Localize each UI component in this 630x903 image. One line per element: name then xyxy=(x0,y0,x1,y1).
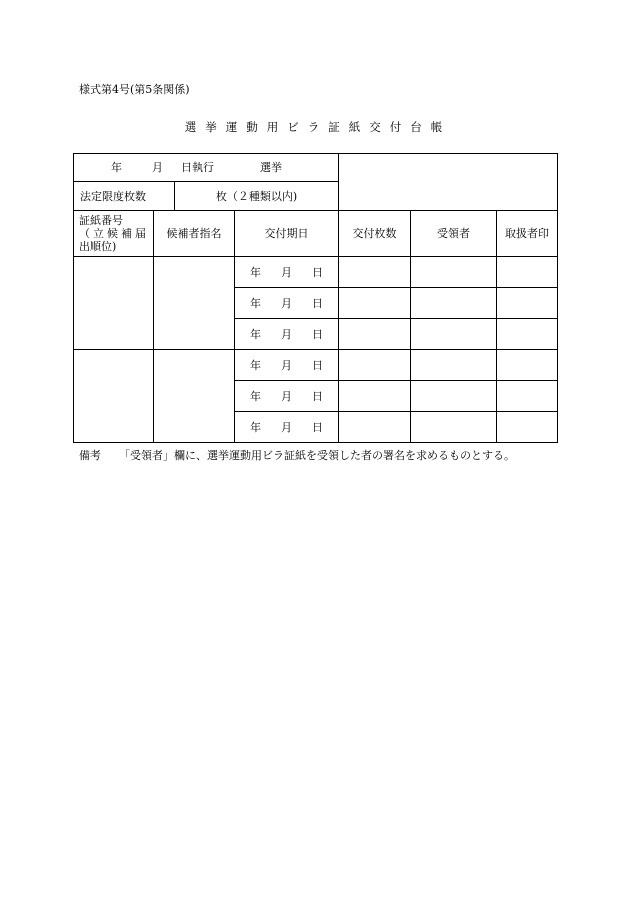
date-day-label: 日 xyxy=(312,296,323,310)
header-cert-line1: 証紙番号 xyxy=(79,214,123,227)
election-blank-cell[interactable] xyxy=(339,154,558,211)
issue-date-cell[interactable] xyxy=(235,319,339,350)
cert-number-cell[interactable] xyxy=(74,257,154,350)
header-cert-line3: 出順位) xyxy=(79,240,117,253)
date-day-label: 日 xyxy=(312,389,323,403)
handler-seal-cell[interactable] xyxy=(497,319,558,350)
issue-date-cell[interactable] xyxy=(235,412,339,443)
candidate-name-cell[interactable] xyxy=(154,350,235,443)
header-recipient: 受領者 xyxy=(411,211,497,257)
header-row xyxy=(74,211,558,257)
issue-date-cell[interactable] xyxy=(235,288,339,319)
date-year-label: 年 xyxy=(250,296,261,310)
date-year-label: 年 xyxy=(250,327,261,341)
header-cert-line2: （立候補届 xyxy=(79,227,149,240)
table-row xyxy=(74,350,558,381)
date-year-label: 年 xyxy=(250,389,261,403)
limit-value[interactable]: 枚（２種類以内) xyxy=(175,182,339,211)
issue-count-cell[interactable] xyxy=(339,350,411,381)
issue-count-cell[interactable] xyxy=(339,412,411,443)
handler-seal-cell[interactable] xyxy=(497,381,558,412)
remarks-note xyxy=(79,447,515,463)
election-name-label: 選挙 xyxy=(260,161,282,174)
recipient-cell[interactable] xyxy=(411,350,497,381)
handler-seal-cell[interactable] xyxy=(497,350,558,381)
election-month-label: 月 xyxy=(152,161,163,174)
election-day-label: 日執行 xyxy=(181,161,214,174)
date-month-label: 月 xyxy=(281,296,292,310)
date-day-label: 日 xyxy=(312,327,323,341)
handler-seal-cell[interactable] xyxy=(497,288,558,319)
date-year-label: 年 xyxy=(250,265,261,279)
date-month-label: 月 xyxy=(281,420,292,434)
issue-date-cell[interactable] xyxy=(235,257,339,288)
ledger-table xyxy=(73,153,558,443)
form-number: 様式第4号(第5条関係) xyxy=(79,83,190,96)
date-month-label: 月 xyxy=(281,389,292,403)
cert-number-cell[interactable] xyxy=(74,350,154,443)
handler-seal-cell[interactable] xyxy=(497,412,558,443)
header-cert-number xyxy=(74,211,154,257)
candidate-name-cell[interactable] xyxy=(154,257,235,350)
document-title: 選挙運動用ビラ証紙交付台帳 xyxy=(184,120,452,134)
election-row xyxy=(74,154,558,182)
date-month-label: 月 xyxy=(281,327,292,341)
header-issue-date: 交付期日 xyxy=(235,211,339,257)
date-day-label: 日 xyxy=(312,265,323,279)
issue-count-cell[interactable] xyxy=(339,257,411,288)
date-day-label: 日 xyxy=(312,358,323,372)
date-month-label: 月 xyxy=(281,358,292,372)
recipient-cell[interactable] xyxy=(411,288,497,319)
date-month-label: 月 xyxy=(281,265,292,279)
header-handler-seal: 取扱者印 xyxy=(497,211,558,257)
issue-count-cell[interactable] xyxy=(339,381,411,412)
date-year-label: 年 xyxy=(250,358,261,372)
election-year-label: 年 xyxy=(111,161,122,174)
recipient-cell[interactable] xyxy=(411,381,497,412)
table-row xyxy=(74,257,558,288)
recipient-cell[interactable] xyxy=(411,319,497,350)
header-issue-count: 交付枚数 xyxy=(339,211,411,257)
issue-date-cell[interactable] xyxy=(235,350,339,381)
limit-label: 法定限度枚数 xyxy=(74,182,175,211)
date-day-label: 日 xyxy=(312,420,323,434)
remarks-text: 「受領者」欄に、選挙運動用ビラ証紙を受領した者の署名を求めるものとする。 xyxy=(119,449,515,462)
issue-count-cell[interactable] xyxy=(339,319,411,350)
election-cell[interactable] xyxy=(74,154,339,182)
header-candidate-name: 候補者指名 xyxy=(154,211,235,257)
recipient-cell[interactable] xyxy=(411,412,497,443)
issue-date-cell[interactable] xyxy=(235,381,339,412)
handler-seal-cell[interactable] xyxy=(497,257,558,288)
recipient-cell[interactable] xyxy=(411,257,497,288)
remarks-label: 備考 xyxy=(79,449,101,462)
date-year-label: 年 xyxy=(250,420,261,434)
issue-count-cell[interactable] xyxy=(339,288,411,319)
